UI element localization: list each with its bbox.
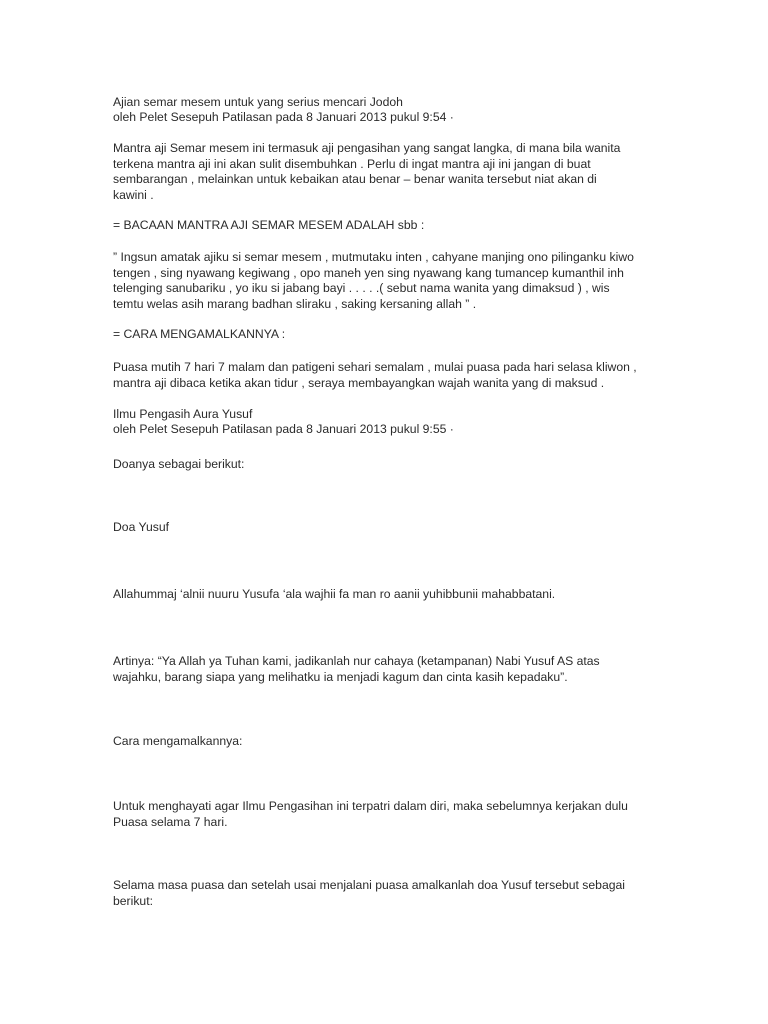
post2-byline: oleh Pelet Sesepuh Patilasan pada 8 Januari 2013 pukul 9:55 · — [113, 422, 454, 436]
post1-byline: oleh Pelet Sesepuh Patilasan pada 8 Januari 2013 pukul 9:54 · — [113, 110, 454, 124]
post2-cara-paragraph: Untuk menghayati agar Ilmu Pengasihan ini terpatri dalam diri, maka sebelumnya kerjakan dulu Puasa selama 7 hari. — [113, 799, 628, 829]
post2-title: Ilmu Pengasih Aura Yusuf — [113, 407, 253, 421]
post2-doa-title: Doa Yusuf — [113, 520, 170, 534]
post1-title: Ajian semar mesem untuk yang serius mencari Jodoh — [113, 95, 403, 109]
post2-doanya-line: Doanya sebagai berikut: — [113, 457, 245, 471]
post2-doa-text: Allahummaj ‘alnii nuuru Yusufa ‘ala wajhii fa man ro aanii yuhibbunii mahabbatani. — [113, 587, 556, 601]
post1-cara-paragraph: Puasa mutih 7 hari 7 malam dan patigeni sehari semalam , mulai puasa pada hari selasa kliwon , mantra aji dibaca ketika akan tidur , seraya membayangkan wajah wanita yang di maksud . — [113, 360, 637, 390]
post1-cara-heading: = CARA MENGAMALKANNYA : — [113, 327, 286, 341]
post2-cara-heading: Cara mengamalkannya: — [113, 734, 243, 748]
post1-mantra-paragraph: ” Ingsun amatak ajiku si semar mesem , mutmutaku inten , cahyane manjing ono pilinganku kiwo tengen , sing nyawang kegiwang , opo maneh yen sing nyawang kang tumancep kumanthil inh telenging sanubariku , yo iku si jabang bayi . . . . .( sebut nama wanita yang dimaksud ) , wis temtu welas asih marang badhan sliraku , saking kersaning allah ” . — [113, 250, 634, 311]
post2-artinya-paragraph: Artinya: “Ya Allah ya Tuhan kami, jadikanlah nur cahaya (ketampanan) Nabi Yusuf AS atas wajahku, barang siapa yang melihatku ia menjadi kagum dan cinta kasih kepadaku”. — [113, 654, 600, 684]
post1-intro-paragraph: Mantra aji Semar mesem ini termasuk aji pengasihan yang sangat langka, di mana bila wanita terkena mantra aji ini akan sulit disembuhkan . Perlu di ingat mantra aji ini jangan di buat sembarangan , melainkan untuk kebaikan atau benar – benar wanita tersebut niat akan di kawini . — [113, 141, 621, 202]
post2-selama-paragraph: Selama masa puasa dan setelah usai menjalani puasa amalkanlah doa Yusuf tersebut sebagai berikut: — [113, 878, 625, 908]
post1-mantra-heading: = BACAAN MANTRA AJI SEMAR MESEM ADALAH sbb : — [113, 218, 425, 232]
